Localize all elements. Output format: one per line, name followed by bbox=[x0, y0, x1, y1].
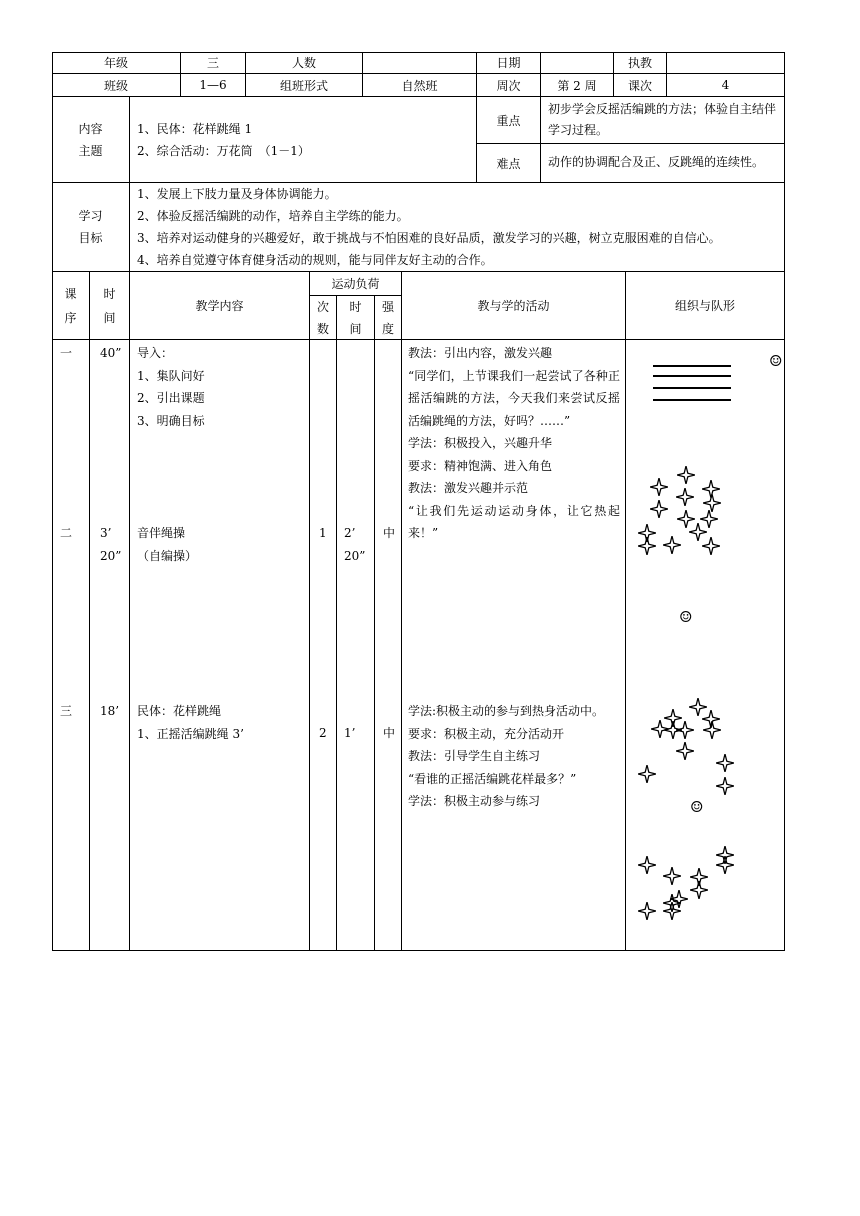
group-value: 自然班 bbox=[363, 74, 477, 97]
goals-label: 学习 目标 bbox=[52, 183, 130, 272]
count-label: 人数 bbox=[246, 52, 363, 74]
body-content-col bbox=[130, 340, 310, 951]
count-value bbox=[363, 52, 477, 74]
section-2-content: 音伴绳操 （自编操） bbox=[137, 526, 198, 563]
student-star-icon bbox=[638, 537, 656, 555]
goal-item-4: 4、培养自觉遵守体育健身活动的规则，能与同伴友好主动的合作。 bbox=[137, 253, 493, 267]
col-seq: 课 序 bbox=[52, 272, 90, 340]
section-3-activities: 学法:积极主动的参与到热身活动中。 要求：积极主动，充分活动开 教法：引导学生自主练习 “看谁的正摇活编跳花样最多？” 学法：积极主动参与练习 bbox=[408, 704, 605, 808]
topic-label: 内容 主题 bbox=[52, 97, 130, 183]
teacher-smiley-icon: ☺ bbox=[690, 798, 704, 816]
group-label: 组班形式 bbox=[246, 74, 363, 97]
col-duration: 时 间 bbox=[337, 296, 375, 340]
key-text: 初步学会反摇活编跳的方法；体验自主结伴学习过程。 bbox=[548, 102, 777, 137]
section-2-duration: 2’ 20” bbox=[344, 526, 366, 563]
date-label: 日期 bbox=[477, 52, 541, 74]
col-formation: 组织与队形 bbox=[626, 272, 785, 340]
section-2-time: 3’ 20” bbox=[100, 526, 122, 563]
student-star-icon bbox=[650, 478, 668, 496]
student-star-icon bbox=[690, 881, 708, 899]
col-intensity: 强 度 bbox=[375, 296, 402, 340]
week-value: 第 2 周 bbox=[541, 74, 614, 97]
key-label: 重点 bbox=[477, 97, 541, 144]
student-star-icon bbox=[676, 742, 694, 760]
date-value bbox=[541, 52, 614, 74]
section-2-seq: 二 bbox=[60, 526, 73, 540]
section-3-duration: 1’ bbox=[344, 726, 356, 740]
class-label: 班级 bbox=[52, 74, 181, 97]
grade-label: 年级 bbox=[52, 52, 181, 74]
body-activities-col bbox=[402, 340, 626, 951]
section-3-content: 民体：花样跳绳 1、正摇活编跳绳 3’ bbox=[137, 704, 244, 741]
topic-text: 1、民体：花样跳绳 1 2、综合活动：万花筒 （1－1） bbox=[137, 122, 310, 158]
line-row-icon bbox=[653, 387, 731, 389]
section-1-time: 40” bbox=[100, 346, 122, 360]
section-1-seq: 一 bbox=[60, 346, 73, 360]
student-star-icon bbox=[702, 537, 720, 555]
teacher-label: 执教 bbox=[614, 52, 667, 74]
section-3-intensity: 中 bbox=[383, 726, 396, 740]
week-label: 周次 bbox=[477, 74, 541, 97]
goal-item-3: 3、培养对运动健身的兴趣爱好，敢于挑战与不怕困难的良好品质，激发学习的兴趣，树立克服困难的自信心。 bbox=[137, 231, 721, 245]
section-3-times: 2 bbox=[319, 726, 327, 740]
student-star-icon bbox=[663, 867, 681, 885]
section-1-content: 导入： 1、集队问好 2、引出课题 3、明确目标 bbox=[137, 346, 205, 428]
student-star-icon bbox=[716, 754, 734, 772]
teacher-smiley-icon: ☺ bbox=[679, 608, 693, 626]
col-content: 教学内容 bbox=[130, 272, 310, 340]
student-star-icon bbox=[676, 721, 694, 739]
student-star-icon bbox=[676, 488, 694, 506]
body-time-col bbox=[90, 340, 130, 951]
teacher-value bbox=[667, 52, 785, 74]
section-2-intensity: 中 bbox=[383, 526, 396, 540]
class-value: 1—6 bbox=[181, 74, 246, 97]
student-star-icon bbox=[716, 777, 734, 795]
student-star-icon bbox=[638, 902, 656, 920]
student-star-icon bbox=[638, 856, 656, 874]
line-row-icon bbox=[653, 375, 731, 377]
goal-item-1: 1、发展上下肢力量及身体协调能力。 bbox=[137, 187, 337, 201]
difficulty-text: 动作的协调配合及正、反跳绳的连续性。 bbox=[548, 155, 765, 169]
col-activities: 教与学的活动 bbox=[402, 272, 626, 340]
goal-item-2: 2、体验反摇活编跳的动作，培养自主学练的能力。 bbox=[137, 209, 409, 223]
col-load: 运动负荷 bbox=[310, 272, 402, 296]
section-1-activities: 教法：引出内容，激发兴趣 “同学们，上节课我们一起尝试了各种正摇活编跳的方法，今天我们来尝试反摇活编跳绳的方法，好吗？……” 学法：积极投入，兴趣升华 要求：精神饱满、进入角色 教法：激发兴趣并示范 “让我们先运动运动身体，让它热起来！” bbox=[408, 346, 620, 540]
body-seq-col bbox=[52, 340, 90, 951]
section-3-seq: 三 bbox=[60, 704, 73, 718]
grade-value: 三 bbox=[181, 52, 246, 74]
col-times: 次 数 bbox=[310, 296, 337, 340]
student-star-icon bbox=[716, 856, 734, 874]
body-formation-col bbox=[626, 340, 785, 951]
section-2-times: 1 bbox=[319, 526, 327, 540]
student-star-icon bbox=[638, 765, 656, 783]
student-star-icon bbox=[663, 536, 681, 554]
body-duration-col bbox=[337, 340, 375, 951]
line-row-icon bbox=[653, 399, 731, 401]
difficulty-label: 难点 bbox=[477, 144, 541, 183]
lesson-label: 课次 bbox=[614, 74, 667, 97]
section-3-time: 18’ bbox=[100, 704, 120, 718]
student-star-icon bbox=[663, 902, 681, 920]
lesson-value: 4 bbox=[667, 74, 785, 97]
body-times-col bbox=[310, 340, 337, 951]
student-star-icon bbox=[703, 721, 721, 739]
teacher-smiley-icon: ☺ bbox=[769, 352, 783, 370]
student-star-icon bbox=[650, 500, 668, 518]
lesson-plan-table bbox=[52, 52, 785, 951]
line-row-icon bbox=[653, 365, 731, 367]
student-star-icon bbox=[677, 466, 695, 484]
body-intensity-col bbox=[375, 340, 402, 951]
col-time: 时 间 bbox=[90, 272, 130, 340]
